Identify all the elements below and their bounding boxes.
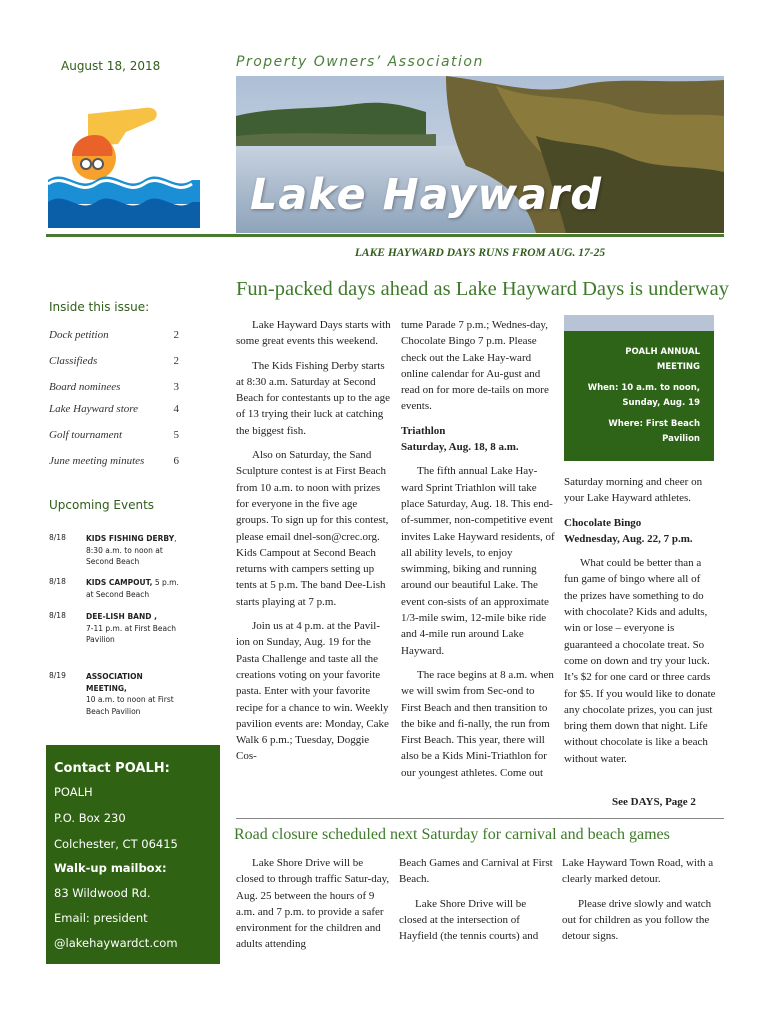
notice-where-2: Pavilion [662, 434, 700, 444]
contact-address: 83 Wildwood Rd. [54, 886, 151, 900]
toc-item[interactable]: Dock petition 2 [49, 329, 179, 341]
banner-title: Lake Hayward [250, 170, 603, 220]
article2-column-1 [236, 855, 391, 953]
article-column-3 [564, 474, 716, 767]
paragraph: Lake Shore Drive will be closed to through traffic Satur-day, Aug. 25 between the hours of 9 a.m. and 7 p.m. to provide a safer environment for the children and adults attending [236, 857, 390, 951]
article-column-2 [401, 317, 555, 781]
upcoming-events-title: Upcoming Events [49, 498, 155, 512]
inside-this-issue-title: Inside this issue: [49, 300, 150, 314]
contact-email-domain[interactable]: @lakehaywardct.com [54, 936, 178, 950]
toc-item[interactable]: Board nominees 3 [49, 381, 179, 393]
paragraph: The race begins at 8 a.m. when we will swim from Sec-ond to First Beach and then transition to the bike and fi-nally, the run from First Beach. This year, there will also be a Kids Mini-Triathlon for our youngest athletes. Come out [401, 668, 554, 779]
article2-column-2 [399, 855, 555, 944]
second-headline: Road closure scheduled next Saturday for carnival and beach games [234, 826, 670, 843]
issue-date: August 18, 2018 [61, 59, 161, 73]
main-headline: Fun-packed days ahead as Lake Hayward Days is underway [236, 278, 729, 300]
notice-where: Where: First Beach [608, 419, 700, 429]
paragraph: Lake Shore Drive will be closed at the intersection of Hayfield (the tennis courts) and [399, 897, 539, 943]
toc-item[interactable]: June meeting minutes 6 [49, 455, 179, 467]
paragraph: Please drive slowly and watch out for children as you follow the detour signs. [562, 897, 712, 943]
notice-when: When: 10 a.m. to noon, [587, 383, 700, 393]
continued-link[interactable]: See DAYS, Page 2 [612, 796, 696, 808]
annual-meeting-notice [564, 315, 714, 461]
paragraph: The Kids Fishing Derby starts at 8:30 a.m. Saturday at Second Beach for contestants up to the age of 13 trying their luck at catching the biggest fish. [236, 359, 390, 437]
paragraph: tume Parade 7 p.m.; Wednes-day, Chocolate Bingo 7 p.m. Please check out the Lake Hay-ward online calendar for Au-gust and read on for more de-tails on more events. [401, 319, 549, 413]
article2-column-3 [562, 855, 718, 944]
contact-title: Contact POALH: [54, 761, 170, 776]
organization-name: Property Owners’ Association [236, 54, 484, 70]
paragraph: Beach Games and Carnival at First Beach. [399, 857, 553, 886]
swimmer-icon [48, 104, 200, 228]
header-divider [46, 234, 724, 237]
contact-city: Colchester, CT 06415 [54, 837, 178, 851]
tagline: LAKE HAYWARD DAYS RUNS FROM AUG. 17-25 [354, 247, 606, 259]
section-heading: Triathlon [401, 424, 446, 437]
section-heading: Chocolate Bingo [564, 516, 642, 529]
lake-banner-photo [236, 76, 724, 233]
paragraph: Lake Hayward Days starts with some great events this weekend. [236, 319, 391, 348]
notice-title-2: MEETING [656, 362, 700, 372]
contact-email[interactable]: Email: president [54, 911, 148, 925]
contact-box-number: P.O. Box 230 [54, 811, 126, 825]
toc-item[interactable]: Golf tournament 5 [49, 429, 179, 441]
section-subheading: Wednesday, Aug. 22, 7 p.m. [564, 532, 693, 545]
toc-item[interactable]: Classifieds 2 [49, 355, 179, 367]
contact-name: POALH [54, 785, 93, 799]
paragraph: The fifth annual Lake Hay-ward Sprint Triathlon will take place Saturday, Aug. 18. This end-of-summer, non-competitive event invites Lake Hayward residents, of all ability levels, to enjoy swimming, biking and running around our beautiful Lake. The event con-sists of an approximate 1/3-mile swim, 12-mile bike ride and 4-mile run around Lake Hayward. [401, 465, 555, 657]
article-divider [236, 818, 724, 819]
article-column-1 [236, 317, 391, 765]
contact-box [46, 745, 220, 964]
contact-walkup: Walk-up mailbox: [54, 861, 167, 875]
paragraph: Saturday morning and cheer on your Lake Hayward athletes. [564, 476, 703, 505]
paragraph: Lake Hayward Town Road, with a clearly marked detour. [562, 857, 714, 886]
toc-item[interactable]: Lake Hayward store 4 [49, 403, 179, 415]
section-subheading: Saturday, Aug. 18, 8 a.m. [401, 441, 519, 454]
paragraph: What could be better than a fun game of bingo where all of the prizes have something to do with chocolate? Kids and adults, win or lose – everyone is guaranteed a chocolate treat. So come on down and try your luck. It’s $2 for one card or three cards for $5. If you would like to donate any chocolate prizes, you can just bring them down that night. Life without chocolate is like a beach without water. [564, 557, 716, 765]
notice-title: POALH ANNUAL [625, 347, 700, 357]
paragraph: Join us at 4 p.m. at the Pavil-ion on Sunday, Aug. 19 for the Pasta Challenge and taste all the creations voting on your favorite pasta. Enter with your favorite recipe for a chance to win. Weekly pavilion events are: Monday, Cake Walk 6 p.m.; Tuesday, Doggie Cos- [236, 620, 389, 763]
paragraph: Also on Saturday, the Sand Sculpture contest is at First Beach from 10 a.m. to noon with prizes for everyone in the five age groups. To sign up for this contest, please email dnel-son@crec.org. Kids Campout at Second Beach returns with campers setting up tents at 5 p.m. The band Dee-Lish starts playing at 7 p.m. [236, 449, 389, 608]
notice-when-2: Sunday, Aug. 19 [622, 398, 700, 408]
